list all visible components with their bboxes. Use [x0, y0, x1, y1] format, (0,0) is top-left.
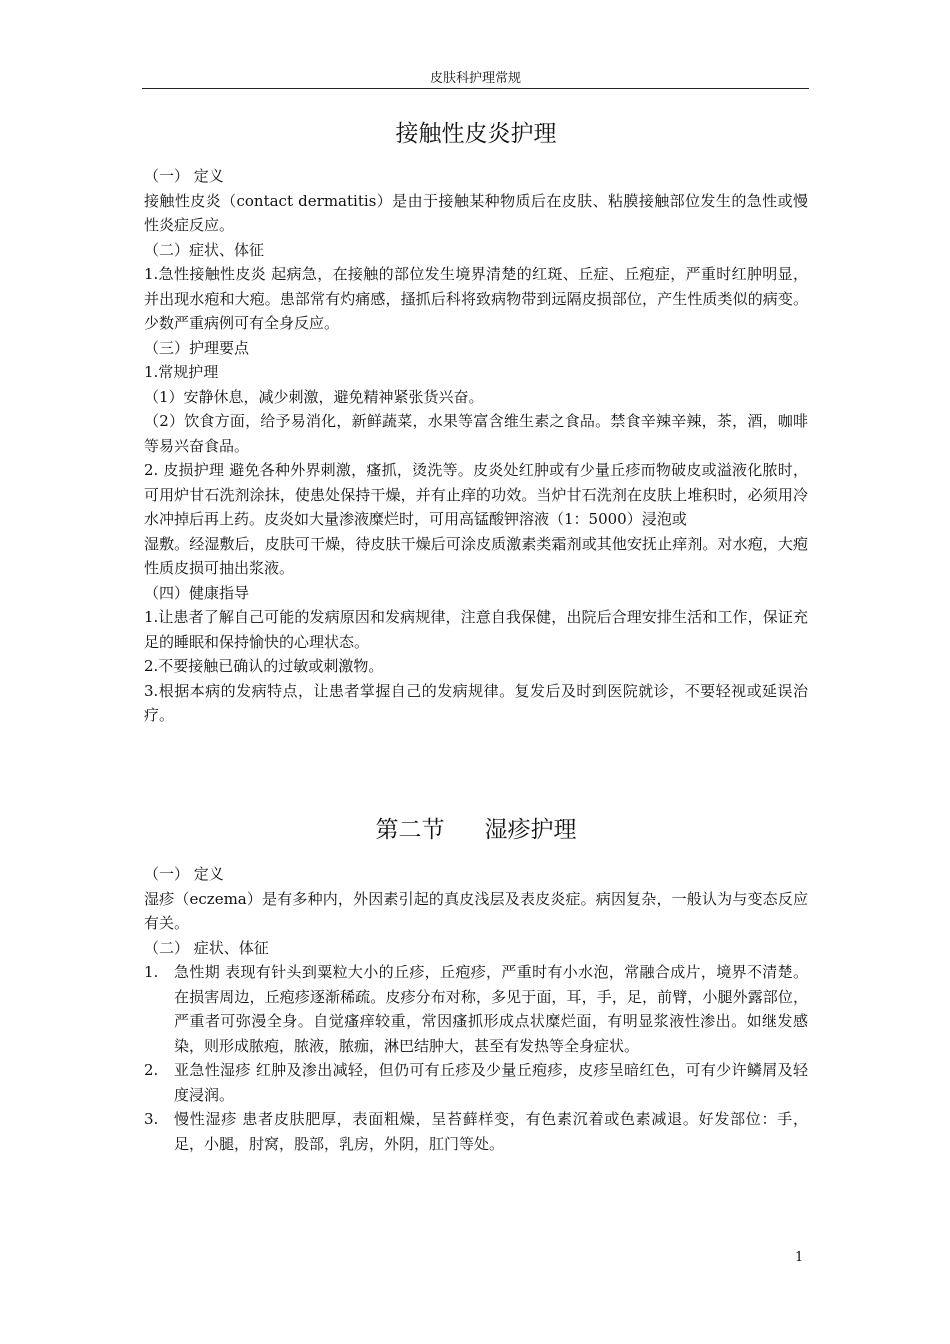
subheading-definition: （一） 定义 — [144, 167, 224, 185]
skin-care-paragraph: 2. 皮损护理 避免各种外界刺激，瘙抓，烫洗等。皮炎处红肿或有少量丘疹而物破皮或溢液化脓时，可用炉甘石洗剂涂抹，使患处保持干燥，并有止痒的功效。当炉甘石洗剂在皮肤上堆积时，必须用冷水冲掉后再上药。皮炎如大量渗液糜烂时，可用高锰酸钾溶液（1：5000）浸泡或 — [144, 461, 808, 528]
page-number: 1 — [795, 1250, 804, 1265]
section-contact-dermatitis — [144, 112, 808, 728]
list-number: 3. — [144, 1110, 159, 1128]
header-rule — [142, 88, 809, 89]
subheading-definition: （一） 定义 — [144, 865, 224, 883]
list-number: 2. — [144, 1061, 159, 1079]
section-title: 接触性皮炎护理 — [395, 121, 557, 147]
list-number: 1. — [144, 963, 159, 981]
section-number: 第二节 — [375, 817, 445, 843]
subheading-nursing: （三）护理要点 — [144, 338, 250, 357]
guidance-item-2: 2.不要接触已确认的过敏或刺激物。 — [144, 657, 384, 675]
definition-paragraph: 接触性皮炎（contact dermatitis）是由于接触某种物质后在皮肤、粘膜接触部位发生的急性或慢性炎症反应。 — [144, 191, 808, 234]
section-eczema — [144, 810, 808, 1156]
symptoms-list — [144, 960, 808, 1156]
nursing-routine-heading: 1.常规护理 — [144, 363, 219, 381]
list-item — [144, 1058, 808, 1107]
section-name: 湿疹护理 — [484, 817, 577, 843]
symptoms-paragraph: 1.急性接触性皮炎 起病急，在接触的部位发生境界清楚的红斑、丘症、丘疱症，严重时红肿明显，并出现水疱和大疱。患部常有灼痛感，搔抓后科将致病物带到远隔皮损部位，产生性质类似的病变。少数严重病例可有全身反应。 — [144, 265, 808, 332]
subheading-symptoms: （二）症状、体征 — [144, 240, 265, 259]
guidance-item-1: 1.让患者了解自己可能的发病原因和发病规律，注意自我保健，出院后合理安排生活和工作，保证充足的睡眠和保持愉快的心理状态。 — [144, 608, 808, 651]
list-item — [144, 1107, 808, 1156]
subheading-symptoms: （二） 症状、体征 — [144, 938, 269, 957]
section-title — [144, 810, 808, 862]
list-text: 急性期 表现有针头到粟粒大小的丘疹，丘疱疹，严重时有小水泡，常融合成片，境界不清楚。在损害周边，丘疱疹逐渐稀疏。皮疹分布对称，多见于面，耳，手，足，前臂，小腿外露部位，严重者可弥漫全身。自觉瘙痒较重，常因瘙抓形成点状糜烂面，有明显浆液性渗出。如继发感染，则形成脓疱，脓液，脓痂，淋巴结肿大，甚至有发热等全身症状。 — [174, 963, 808, 1055]
list-item — [144, 960, 808, 1058]
list-text: 亚急性湿疹 红肿及渗出减轻，但仍可有丘疹及少量丘疱疹，皮疹呈暗红色，可有少许鳞屑及轻度浸润。 — [174, 1061, 808, 1104]
definition-paragraph: 湿疹（eczema）是有多种内，外因素引起的真皮浅层及表皮炎症。病因复杂，一般认为与变态反应有关。 — [144, 889, 808, 932]
subheading-health-guidance: （四）健康指导 — [144, 583, 250, 602]
nursing-item-diet: （2）饮食方面，给予易消化，新鲜蔬菜，水果等富含维生素之食品。禁食辛辣辛辣，茶，酒，咖啡等易兴奋食品。 — [144, 412, 808, 455]
list-text: 慢性湿疹 患者皮肤肥厚，表面粗燥，呈苔藓样变，有色素沉着或色素减退。好发部位：手，足，小腿，肘窝，股部，乳房，外阴，肛门等处。 — [174, 1110, 808, 1153]
nursing-item-rest: （1）安静休息，减少刺激，避免精神紧张货兴奋。 — [144, 387, 484, 406]
guidance-item-3: 3.根据本病的发病特点，让患者掌握自己的发病规律。复发后及时到医院就诊，不要轻视或延误治疗。 — [144, 681, 808, 724]
running-header: 皮肤科护理常规 — [429, 71, 521, 86]
skin-care-paragraph-continued: 湿敷。经湿敷后，皮肤可干燥，待皮肤干燥后可涂皮质激素类霜剂或其他安抚止痒剂。对水疱，大疱性质皮损可抽出浆液。 — [144, 534, 808, 577]
